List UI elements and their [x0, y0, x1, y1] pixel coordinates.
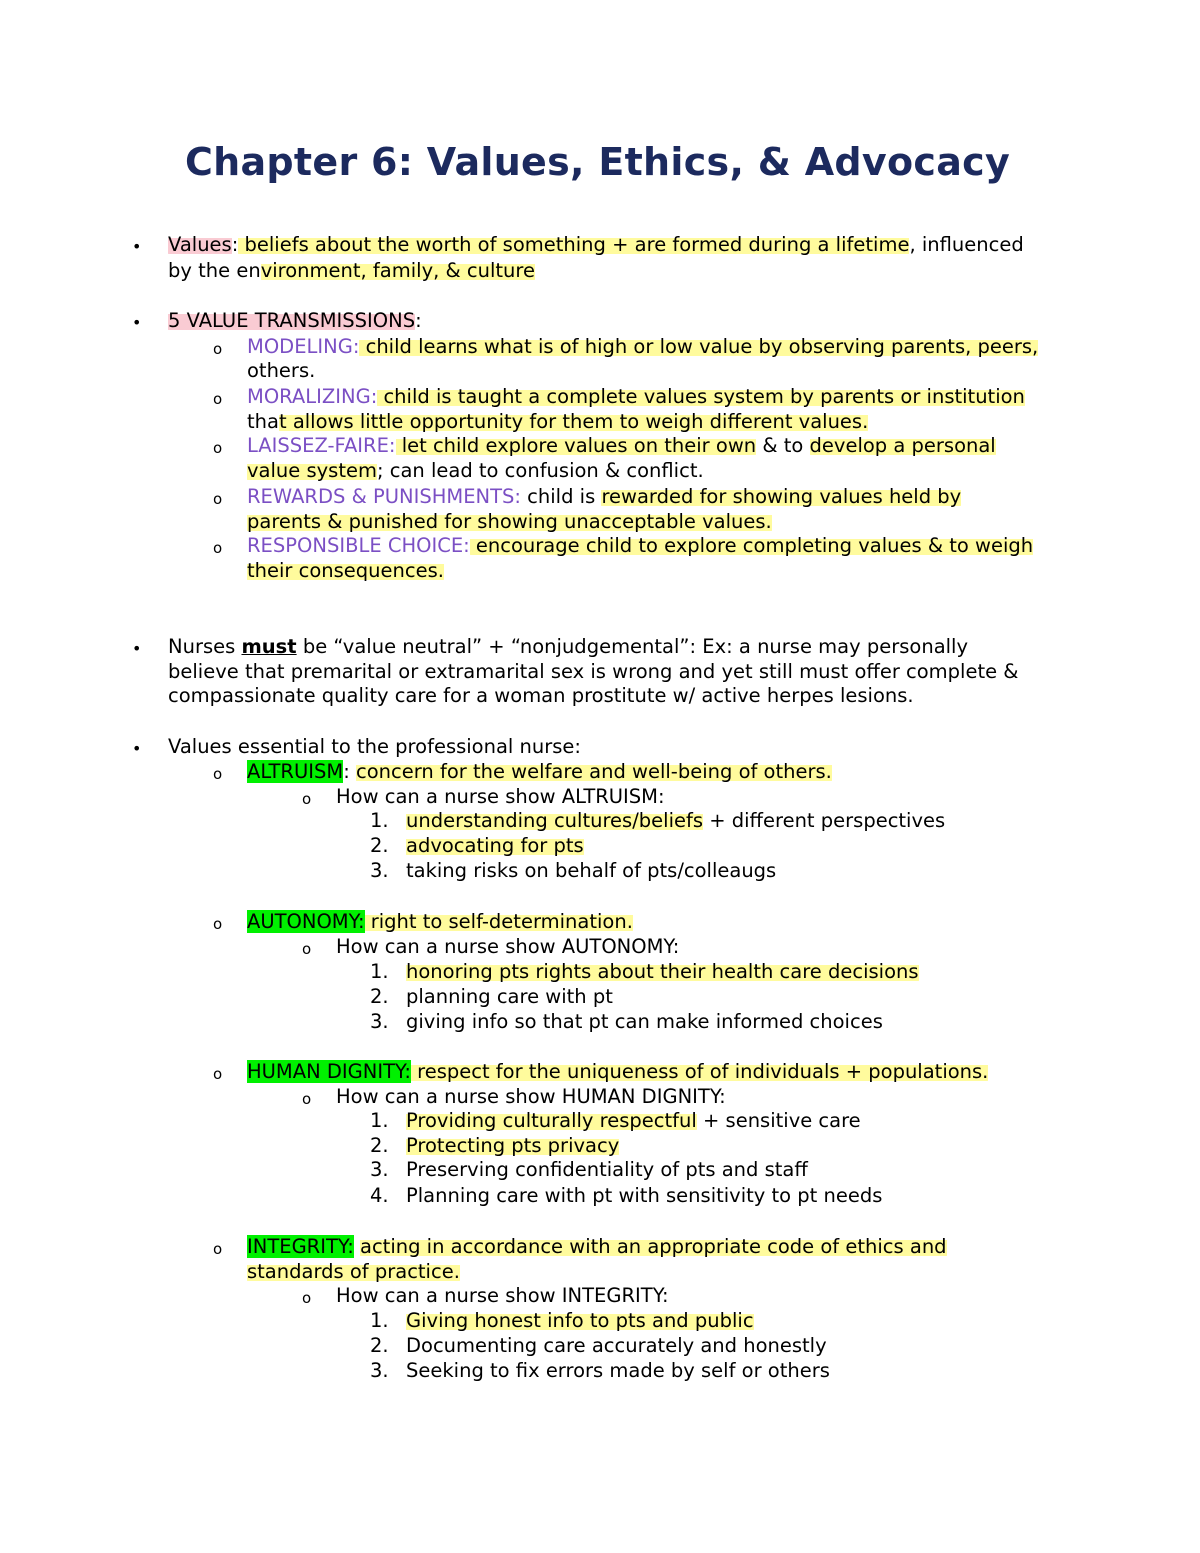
essential-heading: Values essential to the professional nurse:	[168, 735, 581, 758]
transmissions-heading-text: 5 VALUE TRANSMISSIONS	[168, 309, 416, 332]
dignity-item-text: + sensitive care	[696, 1109, 861, 1132]
transmission-moralizing-line2	[247, 409, 868, 434]
altruism-item-text: + different perspectives	[703, 809, 946, 832]
integrity-question: How can a nurse show INTEGRITY:	[336, 1284, 669, 1307]
neutral-text: Nurses	[168, 635, 242, 658]
bullet: •	[132, 639, 142, 658]
transmission-term: LAISSEZ-FAIRE:	[247, 434, 396, 457]
page-title: Chapter 6: Values, Ethics, & Advocacy	[184, 140, 1011, 184]
number-1: 1.	[370, 960, 389, 983]
dignity-question: How can a nurse show HUMAN DIGNITY:	[336, 1085, 726, 1108]
transmission-responsible-line1	[247, 533, 1033, 558]
number-1: 1.	[370, 1109, 389, 1132]
sub-bullet: o	[213, 439, 223, 457]
transmission-moralizing-line1	[247, 384, 1025, 409]
transmission-text-highlight: value system	[247, 459, 377, 482]
number-3: 3.	[370, 1010, 389, 1033]
autonomy-item-3: giving info so that pt can make informed choices	[406, 1010, 883, 1033]
integrity-item-3: Seeking to fix errors made by self or others	[406, 1359, 830, 1382]
dignity-definition: respect for the uniqueness of of individuals + populations.	[410, 1060, 989, 1083]
altruism-item-text: understanding cultures/beliefs	[406, 809, 704, 832]
autonomy-line	[247, 909, 633, 934]
altruism-item-2	[406, 833, 584, 858]
transmission-text-highlight: t allows little opportunity for them to weigh different values.	[278, 410, 869, 433]
values-definition-line2-highlight: vironment, family, & culture	[260, 259, 535, 282]
integrity-line2	[247, 1259, 460, 1284]
integrity-item-1	[406, 1308, 754, 1333]
number-2: 2.	[370, 985, 389, 1008]
sub-sub-bullet: o	[302, 1289, 312, 1307]
transmission-rewards-line2	[247, 509, 772, 534]
values-definition-line1	[168, 232, 1024, 257]
dignity-item-text: Providing culturally respectful	[406, 1109, 697, 1132]
transmission-text: child learns what is of high or low value by observing parents, peers,	[359, 335, 1039, 358]
number-4: 4.	[370, 1184, 389, 1207]
number-3: 3.	[370, 1158, 389, 1181]
number-2: 2.	[370, 834, 389, 857]
sub-sub-bullet: o	[302, 1090, 312, 1108]
neutral-text: be “value neutral” + “nonjudgemental”: Ex: a nurse may personally	[296, 635, 969, 658]
autonomy-item-1	[406, 959, 919, 984]
dignity-item-text: Protecting pts privacy	[406, 1134, 620, 1157]
number-3: 3.	[370, 1359, 389, 1382]
autonomy-question: How can a nurse show AUTONOMY:	[336, 935, 680, 958]
number-1: 1.	[370, 1309, 389, 1332]
altruism-term: ALTRUISM	[247, 760, 344, 783]
altruism-item-1	[406, 808, 945, 833]
sub-bullet: o	[213, 390, 223, 408]
sub-bullet: o	[213, 915, 223, 933]
altruism-item-3: taking risks on behalf of pts/colleaugs	[406, 859, 777, 882]
dignity-item-1	[406, 1108, 861, 1133]
integrity-item-text: Giving honest info to pts and public	[406, 1309, 754, 1332]
transmission-text: & to	[756, 434, 810, 457]
sub-bullet: o	[213, 340, 223, 358]
integrity-line1	[247, 1234, 947, 1259]
number-3: 3.	[370, 859, 389, 882]
transmission-laissez-faire-line2	[247, 458, 704, 483]
transmission-text-highlight: develop a personal	[809, 434, 996, 457]
sub-bullet: o	[213, 490, 223, 508]
bullet: •	[132, 237, 142, 256]
transmission-term: MODELING:	[247, 335, 360, 358]
dignity-item-3: Preserving confidentiality of pts and staff	[406, 1158, 808, 1181]
altruism-definition: concern for the welfare and well-being of others.	[356, 760, 832, 783]
transmission-text: tha	[247, 410, 279, 433]
values-term: Values	[168, 233, 232, 256]
transmission-text: ; can lead to confusion & conflict.	[376, 459, 704, 482]
transmission-text-highlight: rewarded for showing values held by	[601, 485, 962, 508]
values-definition-text: beliefs about the worth of something + are formed during a lifetime	[238, 233, 910, 256]
integrity-item-2: Documenting care accurately and honestly	[406, 1334, 827, 1357]
must-emphasis: must	[241, 635, 297, 658]
number-2: 2.	[370, 1134, 389, 1157]
transmission-term: MORALIZING:	[247, 385, 378, 408]
transmission-text: let child explore values on their own	[395, 434, 757, 457]
transmission-term: RESPONSIBLE CHOICE:	[247, 534, 470, 557]
dignity-item-2	[406, 1133, 619, 1158]
transmission-modeling-line2: others.	[247, 359, 316, 382]
transmission-laissez-faire-line1	[247, 433, 996, 458]
values-definition-tail: , influenced	[909, 233, 1024, 256]
transmission-text: encourage child to explore completing values & to weigh	[469, 534, 1034, 557]
sub-bullet: o	[213, 765, 223, 783]
transmission-rewards-line1	[247, 484, 961, 509]
transmission-term: REWARDS & PUNISHMENTS:	[247, 485, 521, 508]
altruism-question: How can a nurse show ALTRUISM:	[336, 785, 665, 808]
sub-bullet: o	[213, 1065, 223, 1083]
integrity-definition: standards of practice.	[247, 1260, 460, 1283]
dignity-line	[247, 1059, 988, 1084]
transmission-text-highlight: parents & punished for showing unacceptable values.	[247, 510, 772, 533]
altruism-colon: :	[343, 760, 356, 783]
autonomy-item-text: honoring pts rights about their health care decisions	[406, 960, 919, 983]
dignity-item-4: Planning care with pt with sensitivity to pt needs	[406, 1184, 883, 1207]
number-1: 1.	[370, 809, 389, 832]
transmissions-heading-colon: :	[415, 309, 422, 332]
transmission-text: child is taught a complete values system by parents or institution	[377, 385, 1025, 408]
autonomy-item-2: planning care with pt	[406, 985, 613, 1008]
sub-sub-bullet: o	[302, 940, 312, 958]
neutral-line3: compassionate quality care for a woman prostitute w/ active herpes lesions.	[168, 684, 914, 707]
dignity-term: HUMAN DIGNITY:	[247, 1060, 411, 1083]
transmission-text: child is	[520, 485, 602, 508]
transmission-responsible-line2	[247, 558, 444, 583]
values-definition-line2-start: by the en	[168, 259, 261, 282]
sub-bullet: o	[213, 1240, 223, 1258]
neutral-line1	[168, 634, 968, 659]
sub-sub-bullet: o	[302, 790, 312, 808]
number-2: 2.	[370, 1334, 389, 1357]
altruism-item-text: advocating for pts	[406, 834, 584, 857]
transmissions-heading	[168, 308, 422, 333]
altruism-line	[247, 759, 832, 784]
bullet: •	[132, 739, 142, 758]
transmission-text-highlight: their consequences.	[247, 559, 444, 582]
values-colon: :	[231, 233, 239, 256]
transmission-modeling-line1	[247, 334, 1038, 359]
integrity-term: INTEGRITY:	[247, 1235, 354, 1258]
autonomy-term: AUTONOMY:	[247, 910, 365, 933]
integrity-definition: acting in accordance with an appropriate code of ethics and	[360, 1235, 947, 1258]
sub-bullet: o	[213, 539, 223, 557]
bullet: •	[132, 313, 142, 332]
autonomy-definition: right to self-determination.	[364, 910, 633, 933]
values-definition-line2	[168, 258, 535, 283]
neutral-line2: believe that premarital or extramarital sex is wrong and yet still must offer complete &	[168, 660, 1019, 683]
